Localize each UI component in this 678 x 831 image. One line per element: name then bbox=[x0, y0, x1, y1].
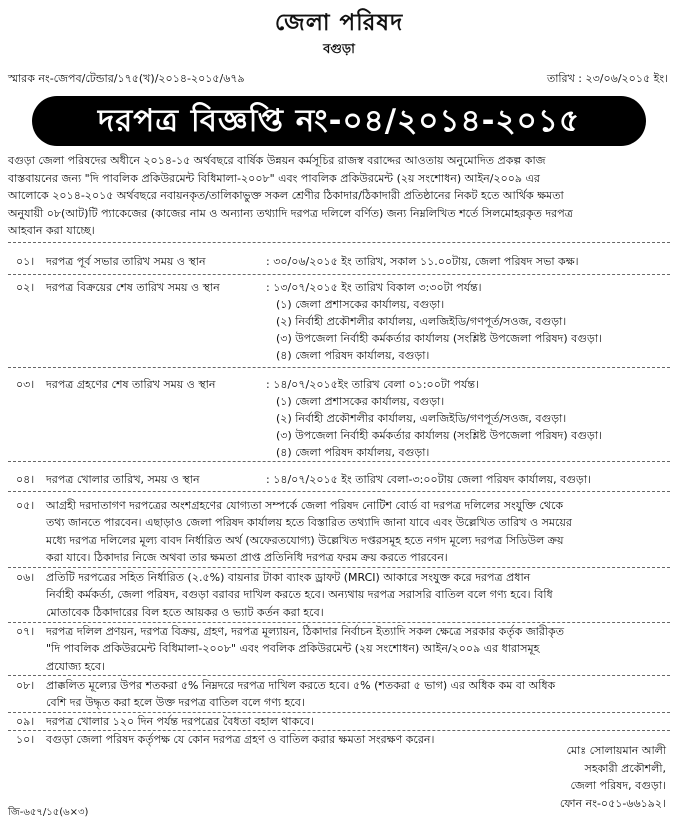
divider bbox=[8, 567, 670, 568]
term-line: মধ্যে দরপত্র দলিলের মূল্য বাবদ নির্ধারিত অর্থ (অফেরতযোগ্য) উল্লেখিত দপ্তরসমূহ হতে নগদ মূল্যে দরপত্র সিডিউল ক্রয় bbox=[46, 533, 564, 547]
term-number: ০৭। bbox=[16, 625, 35, 638]
term-line: করা যাবে। ঠিকাদার নিজে অথবা তার ক্ষমতা প্রাপ্ত প্রতিনিধি দরপত্র ফরম ক্রয় করতে পারবেন। bbox=[46, 551, 448, 565]
item-value: : ১৪/০৭/২০১৫ইং তারিখ বেলা ০১:০০টা পর্যন্ত। bbox=[266, 378, 479, 391]
intro-line: বগুড়া জেলা পরিষদের অধীনে ২০১৪-১৫ অর্থবছরে বার্ষিক উন্নয়ন কর্মসূচির রাজস্ব বরাদ্দের আওতায় অনুমোদিত প্রকল্প কাজ bbox=[8, 154, 546, 167]
term-text bbox=[46, 497, 668, 567]
term-line: বেশি দর উদ্ধৃত করা হলে উক্ত দরপত্র বাতিল বলে গণ্য হবে। bbox=[46, 696, 305, 710]
intro-paragraph bbox=[8, 152, 668, 240]
term-line: দরপত্র দলিল প্রণয়ন, দরপত্র বিক্রয়, গ্রহণ, দরপত্র মূল্যায়ন, ঠিকাদার নির্বাচন ইত্যাদি সকল ক্ষেত্রে সরকার কর্তৃক জারীকৃত bbox=[46, 625, 564, 638]
term-line: মোতাবেক ঠিকাদারের বিল হতে আয়কর ও ভ্যাট কর্তন করা হবে। bbox=[46, 605, 324, 619]
print-code: জি-৬৫৭/১৫(৬×৩) bbox=[8, 807, 89, 818]
divider bbox=[8, 675, 670, 676]
divider bbox=[8, 274, 670, 275]
signature-block bbox=[560, 742, 666, 812]
item-label: দরপত্র খোলার তারিখ, সময় ও স্থান bbox=[46, 473, 200, 486]
intro-line: অনুযায়ী ০৮(আট)টি প্যাকেজের (কাজের নাম ও অন্যান্য তথ্যাদি দরপত্র দলিলে বর্ণিত) জন্য নিম্নলিখিত শর্তে সিলমোহরকৃত দরপত্র bbox=[8, 206, 573, 220]
notice-date: তারিখ : ২৩/০৬/২০১৫ ইং। bbox=[546, 72, 668, 85]
intro-line: আলোকে ২০১৪-২০১৫ অর্থবছরে নবায়নকৃত/তালিকাভুক্ত সকল শ্রেণীর ঠিকাদার/ঠিকাদারী প্রতিষ্ঠানের নিকট হতে আর্থিক ক্ষমতা bbox=[8, 189, 564, 203]
term-text bbox=[46, 569, 668, 621]
divider bbox=[8, 461, 670, 462]
intro-line: বাস্তবায়নের জন্য "দি পাবলিক প্রকিউরমেন্ট বিধিমালা-২০০৮" এবং পাবলিক প্রকিউরমেন্ট (২য় সংশোধন) আইন/২০০৯ এর bbox=[8, 171, 540, 185]
term-number: ০৬। bbox=[16, 571, 35, 584]
item-label: দরপত্র বিক্রয়ের শেষ তারিখ সময় ও স্থান bbox=[46, 281, 220, 294]
org-location: বগুড়া bbox=[323, 42, 355, 57]
location-item: (১) জেলা প্রশাসকের কার্যালয়, বগুড়া। bbox=[276, 395, 445, 408]
item-label: দরপত্র গ্রহণের শেষ তারিখ সময় ও স্থান bbox=[46, 378, 216, 391]
divider bbox=[8, 242, 670, 243]
term-line: দরপত্র খোলার ১২০ দিন পর্যন্ত দরপত্রের বৈধতা বহাল থাকবে। bbox=[46, 715, 314, 728]
item-value: : ৩০/০৬/২০১৫ ইং তারিখ, সকাল ১১.০০টায়, জেলা পরিষদ সভা কক্ষ। bbox=[266, 255, 579, 268]
location-item: (১) জেলা প্রশাসকের কার্যালয়, বগুড়া। bbox=[276, 298, 445, 311]
location-item: (৩) উপজেলা নির্বাহী কর্মকর্তার কার্যালয় (সংশ্লিষ্ট উপজেলা পরিষদ) বগুড়া। bbox=[276, 429, 602, 442]
divider bbox=[8, 367, 670, 368]
item-value: : ১৩/০৭/২০১৫ ইং তারিখ বিকাল ৩:৩০টা পর্যন্ত। bbox=[266, 281, 482, 294]
term-line: প্রযোজ্য হবে। bbox=[46, 659, 105, 673]
term-line: তথ্য জানতে পারবেন। এছাড়াও জেলা পরিষদ কার্যালয় হতে বিস্তারিত তথ্যাদি জানা যাবে এবং উল্লেখিত তারিখ ও সময়ের bbox=[46, 516, 572, 530]
term-number: ০৮। bbox=[16, 679, 35, 692]
term-line: আগ্রহী দরদাতাগণ দরপত্রের অংশগ্রহণের যোগ্যতা সম্পর্কে জেলা পরিষদ নোটিশ বোর্ড বা দরপত্র দলিলের সংযুক্তি থেকে bbox=[46, 499, 564, 512]
signatory-office: জেলা পরিষদ, বগুড়া। bbox=[570, 779, 666, 792]
divider bbox=[8, 491, 670, 492]
item-number: ০২। bbox=[16, 281, 35, 294]
item-number: ০১। bbox=[16, 255, 35, 268]
org-name: জেলা পরিষদ bbox=[274, 10, 404, 36]
term-line: নির্বাহী কর্মকর্তা, জেলা পরিষদ, বগুড়া বরাবর দাখিল করতে হবে। অন্যথায় দরপত্র সরাসরি বাতিল বলে গণ্য হবে। বিধি bbox=[46, 588, 553, 602]
location-item: (২) নির্বাহী প্রকৌশলীর কার্যালয়, এলজিইডি/গণপূর্ত/সওজ, বগুড়া। bbox=[276, 315, 567, 328]
location-item: (২) নির্বাহী প্রকৌশলীর কার্যালয়, এলজিইডি/গণপূর্ত/সওজ, বগুড়া। bbox=[276, 412, 567, 425]
term-line: প্রাক্কলিত মূল্যের উপর শতকরা ৫% নিম্নদরে দরপত্র দাখিল করতে হবে। ৫% (শতকরা ৫ ভাগ) এর অধিক কম বা অধিক bbox=[46, 679, 556, 692]
term-line: বগুড়া জেলা পরিষদ কর্তৃপক্ষ যে কোন দরপত্র গ্রহণ ও বাতিল করার ক্ষমতা সংরক্ষণ করেন। bbox=[46, 733, 435, 746]
term-number: ০৫। bbox=[16, 499, 35, 512]
item-label: দরপত্র পূর্ব সভার তারিখ সময় ও স্থান bbox=[46, 255, 206, 268]
item-value: : ১৪/০৭/২০১৫ ইং তারিখ বেলা-৩:০০টায় জেলা পরিষদ কার্যালয়, বগুড়া। bbox=[266, 473, 591, 486]
term-text bbox=[46, 677, 668, 712]
term-text bbox=[46, 713, 668, 730]
item-number: ০৩। bbox=[16, 378, 35, 391]
term-line: "দি পাবলিক প্রকিউরমেন্ট বিধিমালা-২০০৮" এবং পবলিক প্রকিউরমেন্ট (২য় সংশোধন) আইন/২০০৯ এর ধারাসমূহ bbox=[46, 642, 540, 656]
term-text bbox=[46, 623, 668, 675]
term-number: ০৯। bbox=[16, 715, 35, 728]
signatory-name: মোঃ সোলায়মান আলী bbox=[566, 744, 666, 757]
intro-line: আহবান করা যাচ্ছে। bbox=[8, 224, 95, 238]
location-item: (৩) উপজেলা নির্বাহী কর্মকর্তার কার্যালয় (সংশ্লিষ্ট উপজেলা পরিষদ) বগুড়া। bbox=[276, 332, 602, 345]
signatory-title: সহকারী প্রকৌশলী, bbox=[584, 761, 666, 775]
term-number: ১০। bbox=[16, 733, 35, 746]
memo-number: স্মারক নং-জেপব/টেন্ডার/১৭৫(খ)/২০১৪-২০১৫/৬৭৯ bbox=[8, 72, 245, 85]
location-item: (৪) জেলা পরিষদ কার্যালয়, বগুড়া। bbox=[276, 446, 430, 459]
term-line: প্রতিটি দরপত্রের সহিত নির্ধারিত (২.৫%) বায়নার টাকা ব্যাংক ড্রাফট (MRCI) আকারে সংযুক্ত করে দরপত্র প্রধান bbox=[46, 571, 531, 584]
item-number: ০৪। bbox=[16, 473, 35, 486]
notice-title-banner: দরপত্র বিজ্ঞপ্তি নং-০৪/২০১৪-২০১৫ bbox=[32, 96, 646, 146]
signatory-phone: ফোন নং-০৫১-৬৬১৯২। bbox=[559, 796, 666, 810]
location-item: (৪) জেলা পরিষদ কার্যালয়, বগুড়া। bbox=[276, 349, 430, 362]
